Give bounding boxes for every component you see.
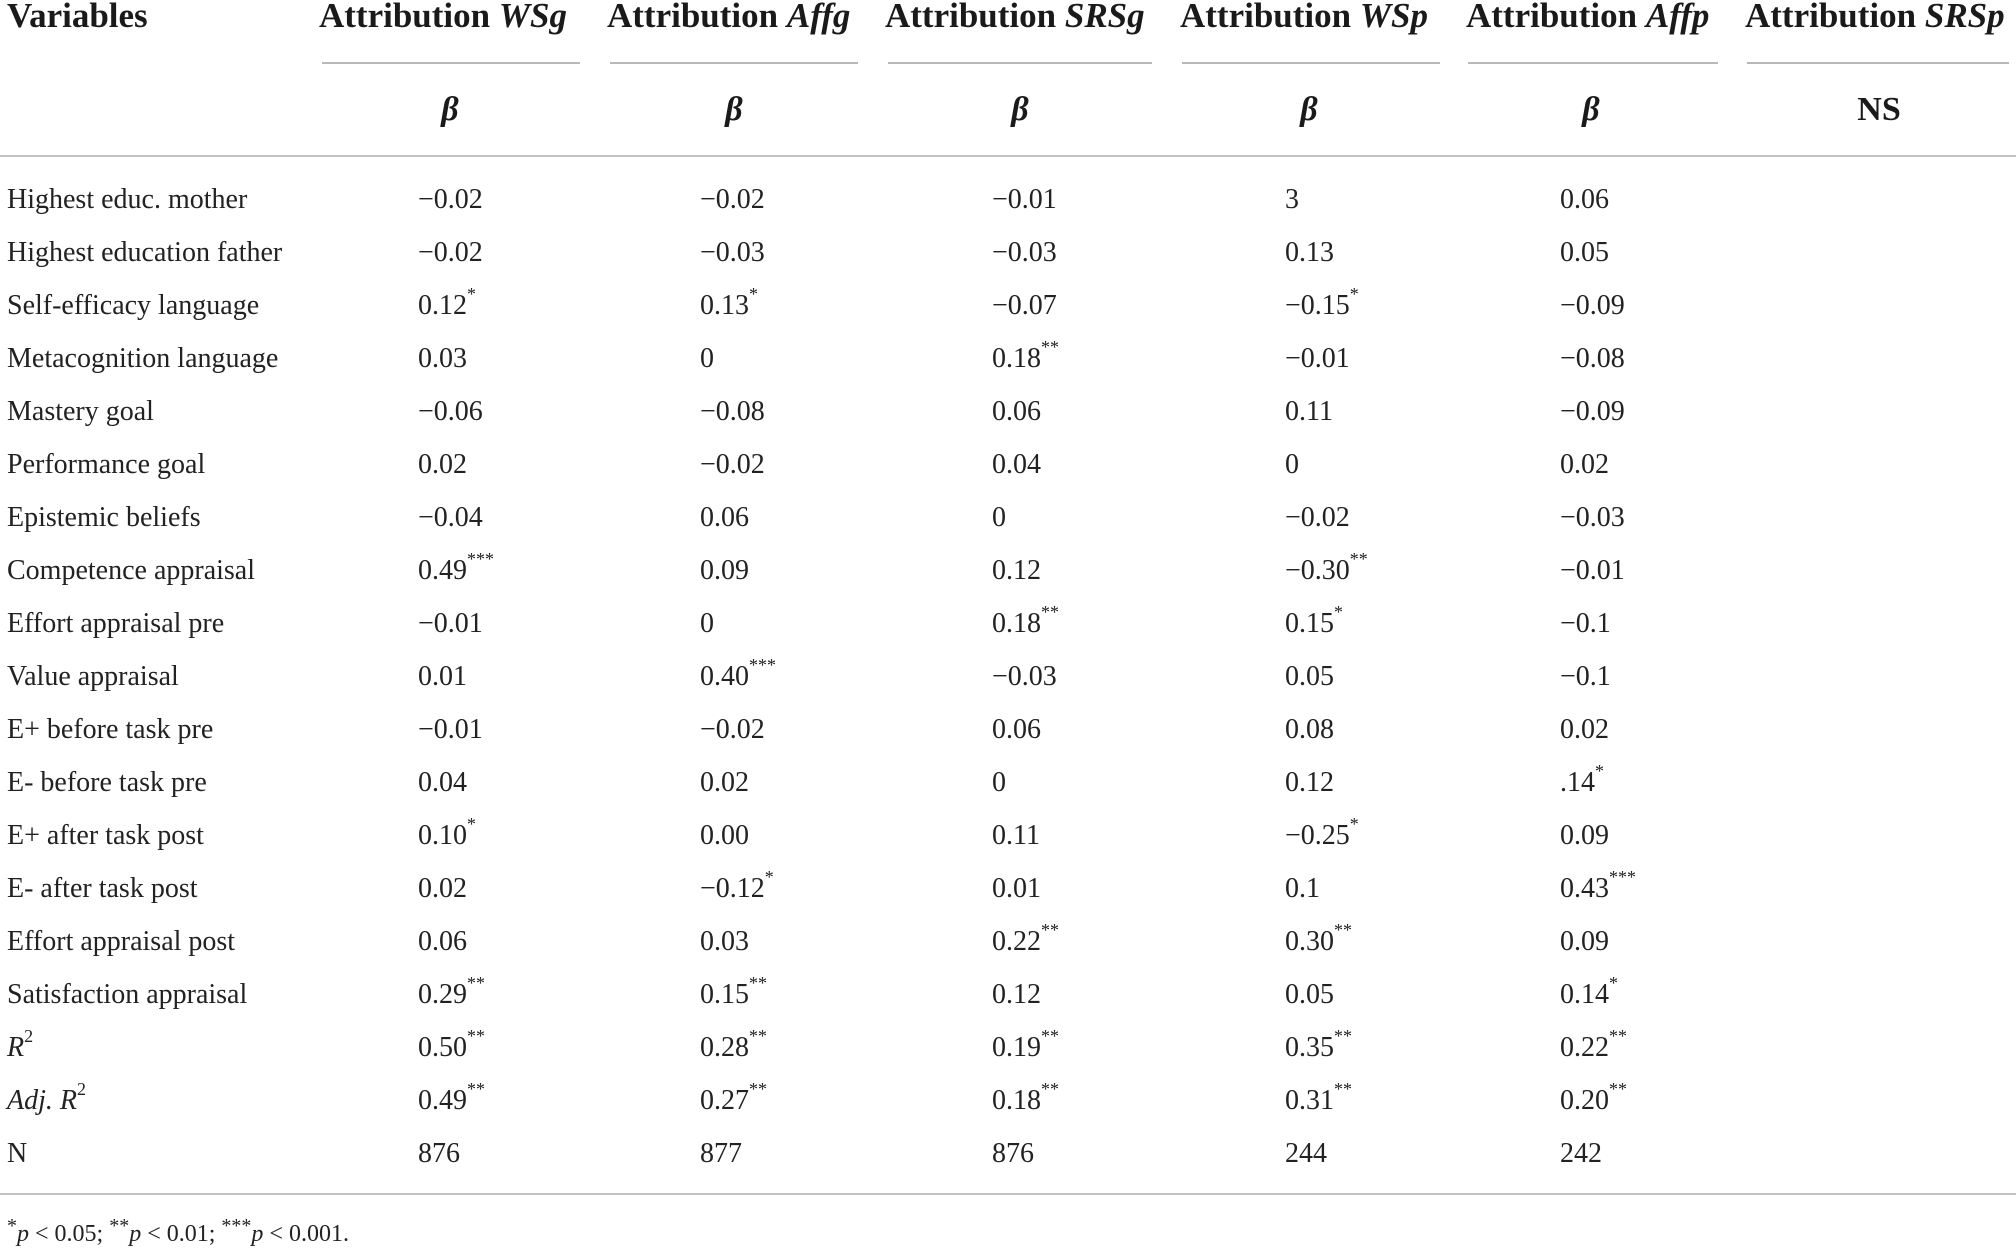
table-cell: −0.25* <box>1285 813 1359 851</box>
table-row <box>0 650 2016 703</box>
table-cell: 0.18** <box>992 1078 1059 1116</box>
table-cell: 0 <box>992 502 1006 533</box>
table-cell: −0.07 <box>992 290 1057 321</box>
row-label: Epistemic beliefs <box>7 502 201 533</box>
table-cell: 0 <box>700 343 714 374</box>
table-cell: 0.05 <box>1285 979 1334 1010</box>
table-cell: −0.09 <box>1560 396 1625 427</box>
table-cell: 0.15* <box>1285 601 1343 639</box>
table-cell: −0.03 <box>700 237 765 268</box>
table-cell: 0.18** <box>992 336 1059 374</box>
row-label-r2: $R^2$ <box>7 1025 34 1063</box>
row-label-n: N <box>7 1138 28 1169</box>
table-row <box>0 756 2016 809</box>
header-attribution-affp: Attribution Affp <box>1466 0 1710 35</box>
table-cell: 0.06 <box>992 714 1041 745</box>
table-cell: −0.1 <box>1560 661 1611 692</box>
table-cell: 0.18** <box>992 601 1059 639</box>
table-cell: −0.02 <box>700 714 765 745</box>
header-underline <box>1468 62 1718 64</box>
bottom-rule <box>0 1193 2016 1195</box>
header-underline <box>1747 62 2009 64</box>
table-cell: −0.01 <box>418 714 483 745</box>
table-cell: 3 <box>1285 184 1299 215</box>
table-cell: 0.19** <box>992 1025 1059 1063</box>
table-row <box>0 597 2016 650</box>
table-cell: 0 <box>1285 449 1299 480</box>
table-cell: 0.06 <box>418 926 467 957</box>
subheader-beta: β <box>1300 91 1318 128</box>
table-cell: −0.02 <box>1285 502 1350 533</box>
table-cell: 0.04 <box>418 767 467 798</box>
table-cell: −0.01 <box>418 608 483 639</box>
table-row <box>0 279 2016 332</box>
table-cell: 0.06 <box>1560 184 1609 215</box>
header-underline <box>610 62 858 64</box>
row-label: Metacognition language <box>7 343 279 374</box>
table-cell: −0.30** <box>1285 548 1368 586</box>
table-cell: 0.30** <box>1285 919 1352 957</box>
table-row <box>0 544 2016 597</box>
table-cell: 0.29** <box>418 972 485 1010</box>
subheader-beta: β <box>1011 91 1029 128</box>
table-row <box>0 862 2016 915</box>
header-attribution-affg: Attribution Affg <box>607 0 851 35</box>
header-underline <box>322 62 580 64</box>
header-attribution-srsg: Attribution SRSg <box>885 0 1145 35</box>
subheader-beta: β <box>441 91 459 128</box>
table-cell: −0.1 <box>1560 608 1611 639</box>
table-cell: 0.27** <box>700 1078 767 1116</box>
table-cell: −0.09 <box>1560 290 1625 321</box>
table-cell: 0.09 <box>1560 926 1609 957</box>
table-row-adj-r2 <box>0 1074 2016 1127</box>
table-cell: −0.02 <box>418 184 483 215</box>
table-cell: 0.20** <box>1560 1078 1627 1116</box>
table-cell: 0.22** <box>992 919 1059 957</box>
table-row-r2 <box>0 1021 2016 1074</box>
row-label: E- after task post <box>7 873 198 904</box>
table-row <box>0 173 2016 226</box>
header-rule <box>0 155 2016 157</box>
table-cell: −0.08 <box>700 396 765 427</box>
table-cell: −0.03 <box>992 237 1057 268</box>
table-row <box>0 491 2016 544</box>
table-cell: .14* <box>1560 760 1604 798</box>
table-cell: −0.02 <box>700 449 765 480</box>
table-cell: 0.40*** <box>700 654 776 692</box>
table-cell: 0 <box>992 767 1006 798</box>
table-cell: −0.01 <box>1285 343 1350 374</box>
table-cell: 0.01 <box>992 873 1041 904</box>
table-cell: −0.15* <box>1285 283 1359 321</box>
table-cell: 0.15** <box>700 972 767 1010</box>
row-label: E+ after task post <box>7 820 204 851</box>
table-cell: 0.10* <box>418 813 476 851</box>
table-cell: 0.06 <box>992 396 1041 427</box>
table-cell: −0.01 <box>1560 555 1625 586</box>
table-cell: 0.04 <box>992 449 1041 480</box>
table-cell: 0.02 <box>1560 714 1609 745</box>
table-row-n <box>0 1127 2016 1180</box>
table-row <box>0 809 2016 862</box>
header-underline <box>888 62 1152 64</box>
row-label: E- before task pre <box>7 767 207 798</box>
table-cell: 876 <box>992 1138 1034 1169</box>
subheader-beta: β <box>1582 91 1600 128</box>
table-cell: 0.22** <box>1560 1025 1627 1063</box>
footnote: *p < 0.05; **p < 0.01; ***p < 0.001. <box>7 1215 349 1247</box>
table-cell: 0.43*** <box>1560 866 1636 904</box>
subheader-beta: β <box>725 91 743 128</box>
table-cell: 0.1 <box>1285 873 1320 904</box>
table-cell: 0.28** <box>700 1025 767 1063</box>
table-row <box>0 385 2016 438</box>
table-cell: 0.03 <box>418 343 467 374</box>
table-cell: 0.01 <box>418 661 467 692</box>
table-cell: 0.02 <box>700 767 749 798</box>
table-cell: −0.03 <box>1560 502 1625 533</box>
table-cell: 0.12 <box>992 555 1041 586</box>
table-cell: 0.14* <box>1560 972 1618 1010</box>
table-cell: 0.03 <box>700 926 749 957</box>
table-cell: 0.02 <box>1560 449 1609 480</box>
row-label: Competence appraisal <box>7 555 256 586</box>
table-cell: 0.13 <box>1285 237 1334 268</box>
row-label: Self-efficacy language <box>7 290 260 321</box>
table-cell: −0.02 <box>418 237 483 268</box>
table-cell: 0.13* <box>700 283 758 321</box>
table-row <box>0 438 2016 491</box>
table-cell: 0.09 <box>1560 820 1609 851</box>
subheader-ns: NS <box>1857 91 1901 128</box>
header-variables: Variables <box>7 0 148 35</box>
table-cell: 0.12* <box>418 283 476 321</box>
table-cell: 242 <box>1560 1138 1602 1169</box>
table-cell: −0.08 <box>1560 343 1625 374</box>
row-label: Performance goal <box>7 449 206 480</box>
table-cell: −0.06 <box>418 396 483 427</box>
table-cell: 0.02 <box>418 873 467 904</box>
table-cell: 0.11 <box>1285 396 1333 427</box>
table-cell: 0.31** <box>1285 1078 1352 1116</box>
row-label: Highest educ. mother <box>7 184 248 215</box>
table-cell: −0.01 <box>992 184 1057 215</box>
table-cell: 0 <box>700 608 714 639</box>
table-row <box>0 703 2016 756</box>
table-cell: 876 <box>418 1138 460 1169</box>
table-cell: 0.12 <box>1285 767 1334 798</box>
row-label: E+ before task pre <box>7 714 214 745</box>
table-cell: 0.05 <box>1560 237 1609 268</box>
table-cell: 0.50** <box>418 1025 485 1063</box>
table-cell: −0.02 <box>700 184 765 215</box>
table-row <box>0 226 2016 279</box>
table-row <box>0 332 2016 385</box>
header-attribution-srsp: Attribution SRSp <box>1745 0 2005 35</box>
table-cell: 0.12 <box>992 979 1041 1010</box>
table-row <box>0 968 2016 1021</box>
table-cell: 0.00 <box>700 820 749 851</box>
table-cell: 877 <box>700 1138 742 1169</box>
header-attribution-wsp: Attribution WSp <box>1180 0 1428 35</box>
row-label: Satisfaction appraisal <box>7 979 248 1010</box>
table-cell: 0.49** <box>418 1078 485 1116</box>
row-label: Highest education father <box>7 237 283 268</box>
row-label: Mastery goal <box>7 396 154 427</box>
table-cell: 0.35** <box>1285 1025 1352 1063</box>
header-underline <box>1182 62 1440 64</box>
table-cell: −0.03 <box>992 661 1057 692</box>
table-cell: 244 <box>1285 1138 1327 1169</box>
header-attribution-wsg: Attribution WSg <box>319 0 567 35</box>
row-label: Value appraisal <box>7 661 179 692</box>
row-label: Effort appraisal post <box>7 926 236 957</box>
table-cell: 0.05 <box>1285 661 1334 692</box>
table-cell: 0.08 <box>1285 714 1334 745</box>
row-label-adj-r2: Adj. $R^2$ <box>7 1078 86 1116</box>
table-cell: 0.06 <box>700 502 749 533</box>
table-cell: 0.02 <box>418 449 467 480</box>
table-cell: 0.11 <box>992 820 1040 851</box>
table-cell: −0.12* <box>700 866 774 904</box>
table-cell: 0.49*** <box>418 548 494 586</box>
row-label: Effort appraisal pre <box>7 608 225 639</box>
table-cell: 0.09 <box>700 555 749 586</box>
table-row <box>0 915 2016 968</box>
table-cell: −0.04 <box>418 502 483 533</box>
